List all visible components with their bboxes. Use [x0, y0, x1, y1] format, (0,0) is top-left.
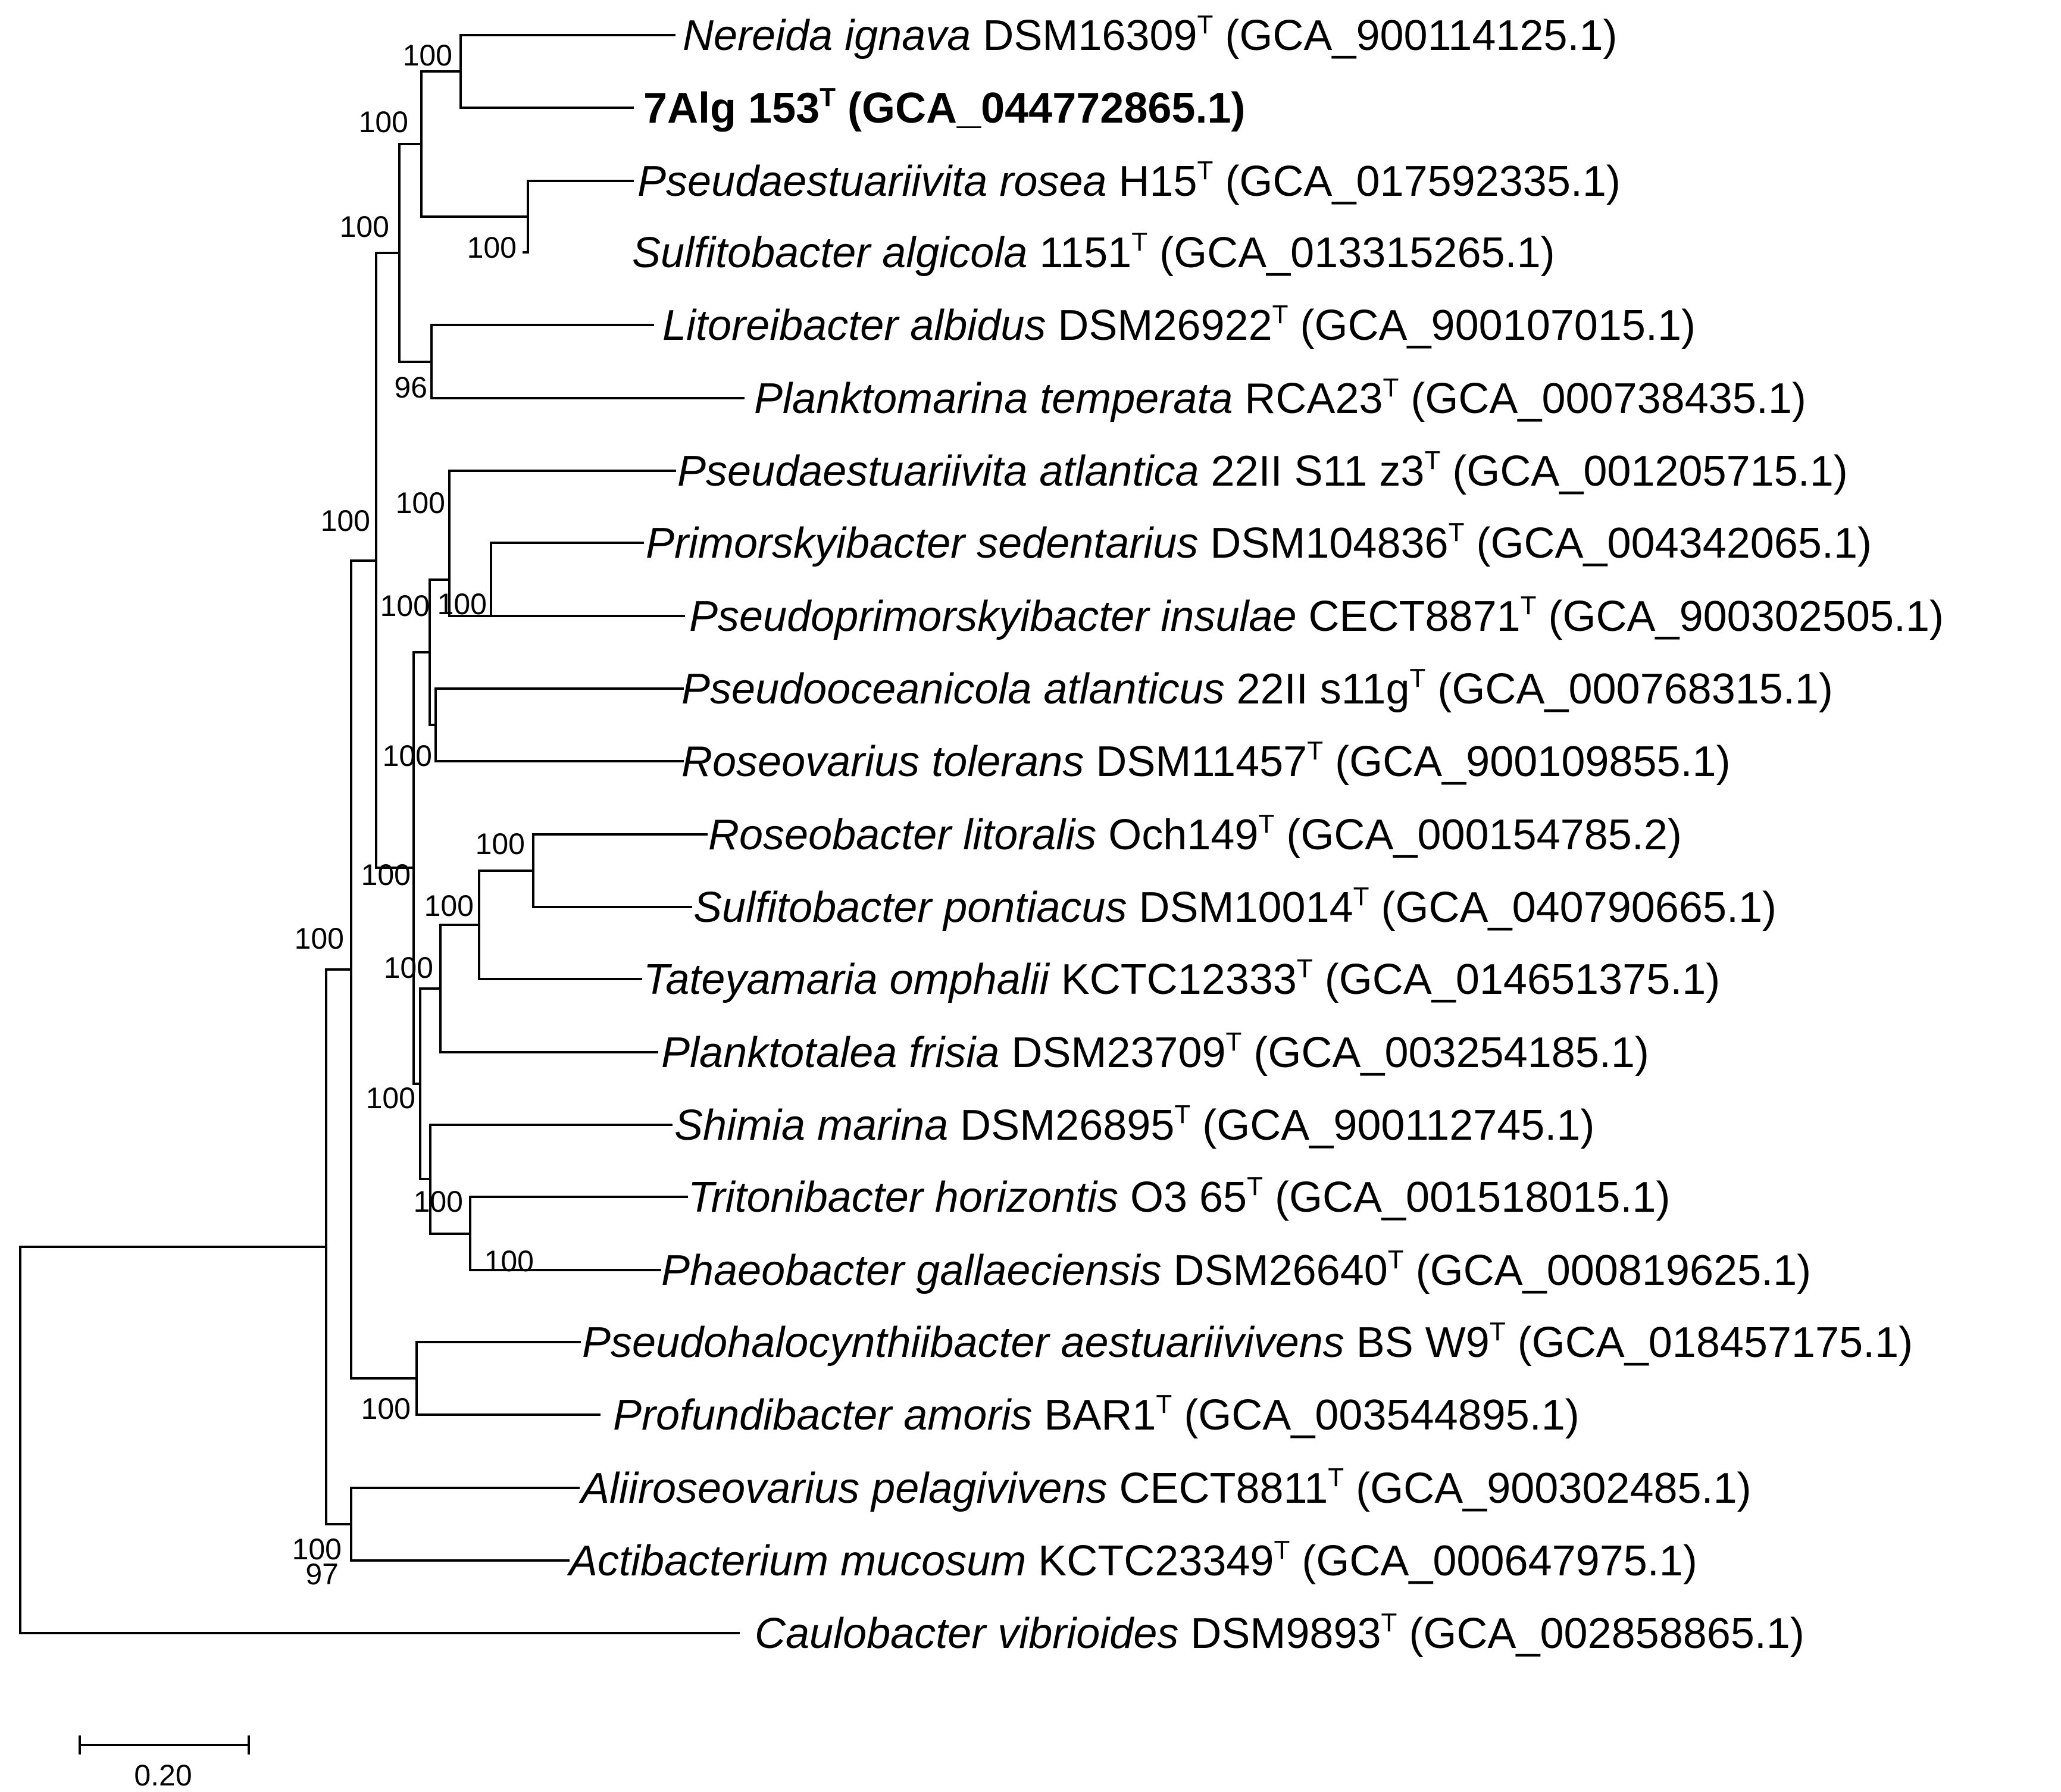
- bootstrap-value: 100: [437, 587, 487, 621]
- type-strain-marker: T: [1274, 1535, 1290, 1565]
- taxon-species-name: Tritonibacter horizontis: [688, 1174, 1118, 1221]
- bootstrap-value: 100: [365, 1081, 415, 1115]
- type-strain-marker: T: [1247, 1172, 1263, 1201]
- bootstrap-value: 100: [413, 1185, 463, 1218]
- bootstrap-value: 100: [475, 827, 525, 861]
- bootstrap-value: 100: [292, 1533, 342, 1566]
- taxon-labels: [567, 10, 1944, 1657]
- taxon-species-name: Pseudaestuariivita atlantica: [677, 448, 1199, 495]
- taxon-accession: (GCA_000819625.1): [1403, 1247, 1812, 1294]
- taxon-species-name: Tateyamaria omphalii: [643, 956, 1049, 1003]
- type-strain-marker: T: [1409, 664, 1426, 693]
- taxon-label: [643, 954, 1720, 1003]
- taxon-strain: DSM104836: [1198, 520, 1449, 567]
- taxon-strain: H15: [1106, 158, 1197, 205]
- taxon-strain: DSM26922: [1046, 302, 1272, 349]
- type-strain-marker: T: [1387, 1245, 1404, 1274]
- taxon-species-name: Litoreibacter albidus: [662, 302, 1046, 349]
- taxon-species-name: Primorskyibacter sedentarius: [646, 520, 1199, 567]
- taxon-label: [632, 227, 1555, 277]
- type-strain-marker: T: [1156, 1390, 1172, 1419]
- taxon-accession: (GCA_003254185.1): [1241, 1029, 1649, 1077]
- taxon-label: [578, 1463, 1752, 1512]
- bootstrap-value: 100: [424, 889, 474, 922]
- bootstrap-value: 100: [467, 231, 517, 264]
- taxon-strain: O3 65: [1118, 1174, 1247, 1221]
- type-strain-marker: T: [1272, 300, 1288, 329]
- taxon-label: [688, 1172, 1670, 1221]
- type-strain-marker: T: [1383, 373, 1399, 402]
- taxon-accession: (GCA_013315265.1): [1147, 229, 1555, 277]
- taxon-accession: (GCA_001518015.1): [1262, 1174, 1671, 1221]
- taxon-label: [661, 1245, 1811, 1294]
- bootstrap-value: 100: [380, 589, 430, 623]
- type-strain-marker: T: [1296, 954, 1313, 983]
- bootstrap-value: 100: [294, 922, 344, 955]
- taxon-strain: 7Alg 153: [643, 85, 820, 132]
- taxon-species-name: Pseudaestuariivita rosea: [637, 158, 1107, 205]
- taxon-species-name: Profundibacter amoris: [613, 1391, 1033, 1439]
- taxon-species-name: Sulfitobacter pontiacus: [693, 884, 1127, 931]
- taxon-strain: RCA23: [1233, 375, 1383, 423]
- bootstrap-value: 100: [361, 1392, 411, 1425]
- taxon-strain: KCTC12333: [1049, 956, 1297, 1003]
- scale-bar: [80, 1737, 249, 1792]
- taxon-species-name: Planktomarina temperata: [754, 375, 1233, 423]
- bootstrap-value: 100: [339, 210, 389, 243]
- taxon-accession: (GCA_000647975.1): [1290, 1537, 1697, 1585]
- taxon-strain: DSM26895: [948, 1102, 1175, 1149]
- taxon-species-name: Roseovarius tolerans: [681, 738, 1084, 786]
- taxon-accession: (GCA_018457175.1): [1505, 1319, 1913, 1366]
- taxon-label: [674, 1100, 1594, 1149]
- bootstrap-value: 97: [305, 1558, 339, 1591]
- taxon-species-name: Nereida ignava: [683, 12, 971, 60]
- taxon-label: [662, 300, 1696, 349]
- taxon-species-name: Pseudooceanicola atlanticus: [681, 665, 1225, 713]
- taxon-label: [689, 591, 1944, 640]
- taxon-strain: 1151: [1027, 229, 1132, 277]
- taxon-accession: (GCA_014651375.1): [1312, 956, 1721, 1003]
- taxon-label: [681, 736, 1731, 786]
- type-strain-marker: T: [1353, 882, 1369, 911]
- bootstrap-value: 100: [358, 105, 408, 139]
- taxon-species-name: Pseudoprimorskyibacter insulae: [689, 593, 1297, 640]
- taxon-label: [681, 664, 1833, 713]
- taxon-species-name: Actibacterium mucosum: [569, 1537, 1027, 1585]
- taxon-accession: (GCA_000154785.2): [1274, 811, 1682, 859]
- taxon-strain: DSM16309: [971, 12, 1197, 60]
- taxon-accession: (GCA_900112745.1): [1190, 1102, 1595, 1149]
- bootstrap-value: 100: [484, 1244, 534, 1278]
- taxon-accession: (GCA_900107015.1): [1288, 302, 1696, 349]
- type-strain-marker: T: [820, 83, 836, 112]
- taxon-label: [646, 518, 1872, 567]
- taxon-label: [643, 83, 1245, 132]
- bootstrap-value: 100: [395, 486, 445, 520]
- taxon-accession: (GCA_001205715.1): [1440, 448, 1848, 495]
- taxon-species-name: Roseobacter litoralis: [708, 811, 1097, 859]
- taxon-label: [677, 446, 1848, 495]
- taxon-label: [567, 1535, 1697, 1585]
- taxon-label: [693, 882, 1777, 931]
- bootstrap-value: 100: [320, 504, 370, 537]
- taxon-species-name: Shimia marina: [674, 1102, 949, 1149]
- taxon-accession: (GCA_003544895.1): [1172, 1391, 1580, 1439]
- taxon-strain: DSM10014: [1127, 884, 1353, 931]
- taxon-strain: DSM11457: [1084, 738, 1308, 786]
- type-strain-marker: T: [1489, 1317, 1506, 1346]
- bootstrap-value: 100: [383, 951, 433, 984]
- bootstrap-value: 100: [402, 39, 452, 72]
- taxon-accession: (GCA_900114125.1): [1213, 12, 1618, 60]
- taxon-accession: (GCA_000738435.1): [1399, 375, 1806, 423]
- type-strain-marker: T: [1258, 809, 1275, 839]
- type-strain-marker: T: [1520, 591, 1537, 620]
- type-strain-marker: T: [1381, 1608, 1397, 1637]
- type-strain-marker: T: [1197, 10, 1214, 39]
- taxon-label: [613, 1390, 1580, 1439]
- bootstrap-value: 100: [382, 739, 432, 773]
- type-strain-marker: T: [1174, 1100, 1191, 1129]
- taxon-strain: KCTC23349: [1026, 1537, 1274, 1585]
- type-strain-marker: T: [1448, 518, 1465, 547]
- taxon-label: [754, 373, 1806, 423]
- taxon-strain: 22II s11g: [1224, 665, 1410, 713]
- taxon-species-name: Planktotalea frisia: [661, 1029, 1000, 1077]
- type-strain-marker: T: [1424, 446, 1441, 475]
- taxon-species-name: Phaeobacter gallaeciensis: [661, 1247, 1162, 1294]
- taxon-label: [755, 1608, 1804, 1657]
- taxon-strain: 22II S11 z3: [1199, 448, 1425, 495]
- taxon-strain: BAR1: [1032, 1391, 1156, 1439]
- bootstrap-value: 100: [361, 858, 411, 892]
- taxon-strain: DSM26640: [1161, 1247, 1388, 1294]
- taxon-species-name: Pseudohalocynthiibacter aestuariivivens: [582, 1319, 1344, 1366]
- taxon-strain: Och149: [1096, 811, 1259, 859]
- bootstrap-value: 96: [394, 371, 427, 404]
- taxon-strain: BS W9: [1344, 1319, 1490, 1366]
- taxon-label: [683, 10, 1618, 60]
- taxon-accession: (GCA_900302485.1): [1344, 1465, 1752, 1512]
- taxon-species-name: Caulobacter vibrioides: [755, 1610, 1179, 1657]
- type-strain-marker: T: [1131, 227, 1148, 257]
- taxon-species-name: Sulfitobacter algicola: [632, 229, 1028, 277]
- type-strain-marker: T: [1328, 1463, 1344, 1492]
- taxon-accession: (GCA_900302505.1): [1536, 593, 1944, 640]
- scale-bar-label: 0.20: [134, 1759, 192, 1792]
- taxon-accession: (GCA_004342065.1): [1464, 520, 1872, 567]
- taxon-accession: (GCA_044772865.1): [836, 85, 1246, 132]
- taxon-label: [661, 1027, 1649, 1077]
- taxon-strain: DSM9893: [1178, 1610, 1381, 1657]
- taxon-label: [637, 156, 1621, 205]
- type-strain-marker: T: [1307, 736, 1324, 765]
- taxon-strain: CECT8811: [1107, 1465, 1328, 1512]
- taxon-accession: (GCA_900109855.1): [1323, 738, 1731, 786]
- taxon-accession: (GCA_040790665.1): [1369, 884, 1777, 931]
- taxon-accession: (GCA_017592335.1): [1213, 158, 1621, 205]
- taxon-strain: CECT8871: [1296, 593, 1521, 640]
- type-strain-marker: T: [1197, 156, 1214, 185]
- taxon-label: [582, 1317, 1913, 1366]
- taxon-strain: DSM23709: [999, 1029, 1226, 1077]
- taxon-label: [708, 809, 1682, 859]
- type-strain-marker: T: [1225, 1027, 1242, 1056]
- taxon-species-name: Aliiroseovarius pelagivivens: [581, 1465, 1108, 1512]
- taxon-accession: (GCA_002858865.1): [1397, 1610, 1804, 1657]
- taxon-accession: (GCA_000768315.1): [1425, 665, 1833, 713]
